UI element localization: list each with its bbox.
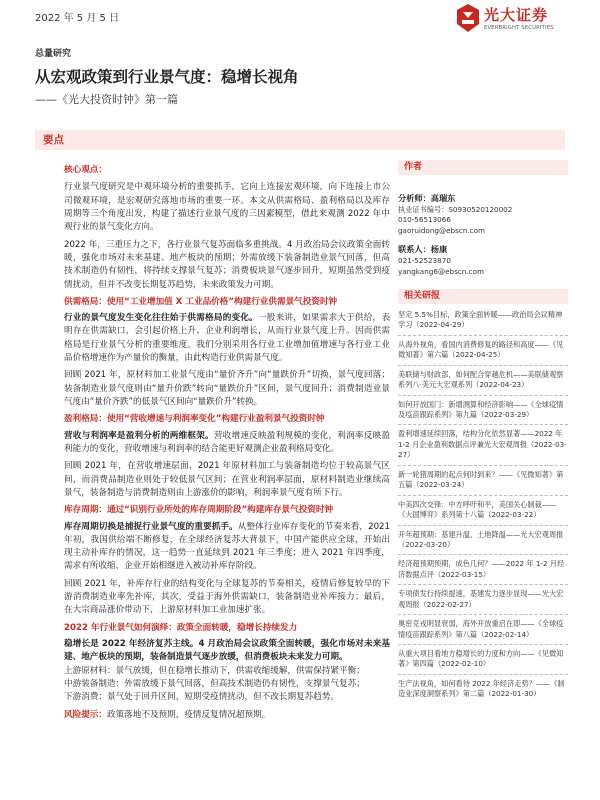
contact-tel: 021-52523870 bbox=[398, 256, 451, 266]
section-supply-demand-p1: 一般来讲，如果需求大于供给，表明存在供需缺口，会引起价格上升、企业利润增长，从而行业景气度上升。因而供需格局是行业景气分析的重要维度。我们分别采用各行业工业增加值增速与各行业工业品价格增速作为产量价的衡量，由此构造行业供需景气度。 bbox=[64, 313, 390, 364]
report-title: 从宏观政策到行业景气度：稳增长视角 bbox=[35, 68, 299, 86]
core-paragraph-1: 行业景气度研究是中观环境分析的重要抓手，它向上连接宏观环境，向下连接上市公司微观环境，是宏观研究落地市场的重要一环。本文从供需格局、盈利格局以及库存周期等三个角度出发，构建了描述行业景气度的三因素模型，借此来观测 2022 年中观行业的景气变化方向。 bbox=[64, 182, 390, 233]
core-view-label: 核心观点： bbox=[64, 165, 107, 175]
analyst-label: 分析师： bbox=[398, 193, 431, 203]
report-subtitle: ——《光大投资时钟》第一篇 bbox=[35, 93, 178, 106]
section-outlook-title: 2022 年行业景气如何演绎：政策全面转暖，稳增长持续发力 bbox=[64, 622, 298, 633]
analyst-tel: 010-56513066 bbox=[398, 215, 451, 225]
main-content bbox=[64, 164, 390, 726]
risk-text: 政策落地不及预期，疫情反复情况超预期。 bbox=[106, 709, 271, 720]
section-profit-lead: 营收与利润率是盈利分析的两维框架。 bbox=[64, 430, 214, 441]
outlook-downstream: 下游消费：景气处于回升区间，短期受疫情扰动，但不改长期复苏趋势。 bbox=[64, 692, 340, 703]
section-supply-demand-title: 供需格局：使用“工业增加值 X 工业品价格”构建行业供需景气投资时钟 bbox=[64, 296, 338, 307]
related-report-item[interactable]: 中美四次交锋：中方呼吁和平，美国关心制裁——《大国博弈》系列第十八篇（2022-03-22） bbox=[398, 496, 568, 526]
section-profit-p1: 营收增速反映盈利规模的变化，利润率反映盈利能力的变化，营收增速与利润率的结合能更好观测企业盈利格局变化。 bbox=[64, 430, 390, 454]
outlook-upstream: 上游原材料：景气放缓，但在稳增长推动下，供需收缩缓解，供需保持紧平衡； bbox=[64, 665, 365, 676]
report-date: 2022 年 5 月 5 日 bbox=[35, 13, 120, 24]
authors-heading: 作者 bbox=[398, 160, 568, 175]
related-report-item[interactable]: 从海外视角，看国内消费修复的路径和高度——《见微知著》第六篇（2022-04-25） bbox=[398, 336, 568, 366]
related-reports-heading: 相关研报 bbox=[398, 289, 568, 304]
section-profit-title: 盈利格局：使用“营收增速与利润率变化”构建行业盈利景气投资时钟 bbox=[64, 414, 325, 425]
related-report-item[interactable]: 经济超预期预期，成色几何？——2022 年 1-2 月经济数据点评（2022-03-15） bbox=[398, 555, 568, 585]
related-report-item[interactable]: 美联储与财政部，如何配合穿越危机——美联储观察系列八·美元大宏观系列（2022-04-23） bbox=[398, 366, 568, 396]
report-category: 总量研究 bbox=[35, 49, 72, 59]
related-report-item[interactable]: 盈利增速延续回落，结构分化依然显著——2022 年 1-2 月企业盈利数据点评兼光大宏观周报（2022-03-27） bbox=[398, 425, 568, 465]
section-outlook-lead-2: 4 月政治局会议政策全面转暖，强化市场对未来基建、地产板块的预期，装备制造景气逐步放缓，但消费板块未来发力可期。 bbox=[64, 639, 390, 663]
risk-label: 风险提示： bbox=[64, 709, 107, 720]
section-inventory-title: 库存周期：通过“识别行业所处的库存周期阶段”构建库存景气投资时钟 bbox=[64, 505, 334, 516]
contact-label: 联系人： bbox=[398, 244, 431, 255]
section-inventory-p1: 从整体行业库存变化的节奏来看，2021 年初，我国供给端不断修复，在全球经济复苏大背景下，中国产能供应全球，开始出现主动补库存的情况，这一趋势一直延续到 2021 年三季度；进入 2021 年四季度，需求有所收缩，企业开始相继进入被动补库存阶段。 bbox=[64, 521, 390, 572]
sidebar bbox=[398, 160, 568, 704]
section-inventory-p2: 回顾 2021 年，补库存行业的结构变化与全球复苏的节奏相关，疫情后修复较早的下游消费制造业率先补库，其次，受益于海外供需缺口，装备制造业补库接力；最后，在大宗商品涨价带动下，上游原材料加工业加速扩张。 bbox=[64, 578, 390, 616]
logo-mark-icon bbox=[455, 3, 481, 33]
related-report-item[interactable]: 如何开放国门：新增测算和经济影响——《全球疫情及疫苗跟踪系列》第九篇（2022-03-29） bbox=[398, 396, 568, 426]
logo-text-cn: 光大证券 bbox=[484, 6, 549, 24]
contact-email[interactable]: yangkang6@ebscn.com bbox=[398, 266, 484, 276]
section-profit-p2: 回顾 2021 年，在营收增速层面，2021 年原材料加工与装备制造均位于较高景气区间，而消费品制造业则处于较低景气区间；在营业利润率层面，原材料制造业继续高景气，装备制造与消费制造则由上游涨价的影响，利润率景气度有所下行。 bbox=[64, 461, 390, 498]
key-points-label: 要点 bbox=[43, 134, 64, 146]
related-report-item[interactable]: 生产法视角，如何看待 2022 年经济走势？——《制造业深度洞察系列》第二篇（2022-01-30） bbox=[398, 678, 565, 699]
related-report-item[interactable]: 新一轮猪周期的起点何时到来？——《见微知著》第五篇（2022-03-24） bbox=[398, 466, 568, 496]
outlook-midstream: 中游装备制造：外需放缓下景气回落，但高技术制造仍有韧性，支撑景气复苏； bbox=[64, 678, 365, 689]
related-report-item[interactable]: 奥密克戎明显衰弱，海外开放重启在即——《全球疫情疫苗跟踪系列》第八篇（2022-02-14） bbox=[398, 615, 568, 645]
contact-name: 杨康 bbox=[430, 244, 448, 255]
section-outlook-lead: 稳增长是 2022 年经济复苏主线。 bbox=[64, 639, 199, 649]
analyst-cert: 执业证书编号：S0930520120002 bbox=[398, 204, 513, 214]
analyst-email[interactable]: gaoruidong@ebscn.com bbox=[398, 225, 486, 235]
related-report-item[interactable]: 开年超预期：基建升温、土地降温——光大宏观周报（2022-03-20） bbox=[398, 526, 568, 556]
related-report-item[interactable]: 从重大项目看地方稳增长的力度和方向——《见微知著》第四篇（2022-02-10） bbox=[398, 645, 568, 675]
related-report-item[interactable]: 专项债发行持续提速，基建发力逐步显现——光大宏观周报（2022-02-27） bbox=[398, 585, 568, 615]
logo-text-en: EVERBRIGHT SECURITIES bbox=[484, 25, 554, 31]
section-supply-demand-p2: 回顾 2021 年，原材料加工业景气度由“量价齐升”向“量跌价升”切换，景气度回落；装备制造业景气度则由“量升价跌”转向“量跌价升”区间，景气度回升；消费制造业景气度由“量价齐跌”的低景气区间向“量跌价升”转换。 bbox=[64, 370, 390, 407]
section-inventory-lead: 库存周期切换是捕捉行业景气度的重要抓手。 bbox=[64, 521, 238, 532]
key-points-band bbox=[35, 130, 565, 150]
analyst-name: 高瑞东 bbox=[430, 193, 456, 203]
logo bbox=[455, 3, 565, 37]
section-supply-demand-lead: 行业的景气度发生变化往往始于供需格局的变化。 bbox=[64, 313, 258, 324]
related-reports-list bbox=[398, 306, 568, 704]
core-paragraph-2: 2022 年，三重压力之下，各行业景气复苏面临多重挑战。4 月政治局会议政策全面转暖，强化市场对未来基建、地产板块的预期；外需放缓下装备制造业景气回落，但高技术制造仍有韧性，将持续支撑景气复苏；消费板块景气逐步回升，短期虽然受到疫情扰动，但并不改变长期复苏趋势，未来政策发力可期。 bbox=[64, 239, 390, 290]
related-report-item[interactable]: 坚定 5.5%目标，政策全面转暖——政治局会议精神学习（2022-04-29） bbox=[398, 306, 568, 336]
